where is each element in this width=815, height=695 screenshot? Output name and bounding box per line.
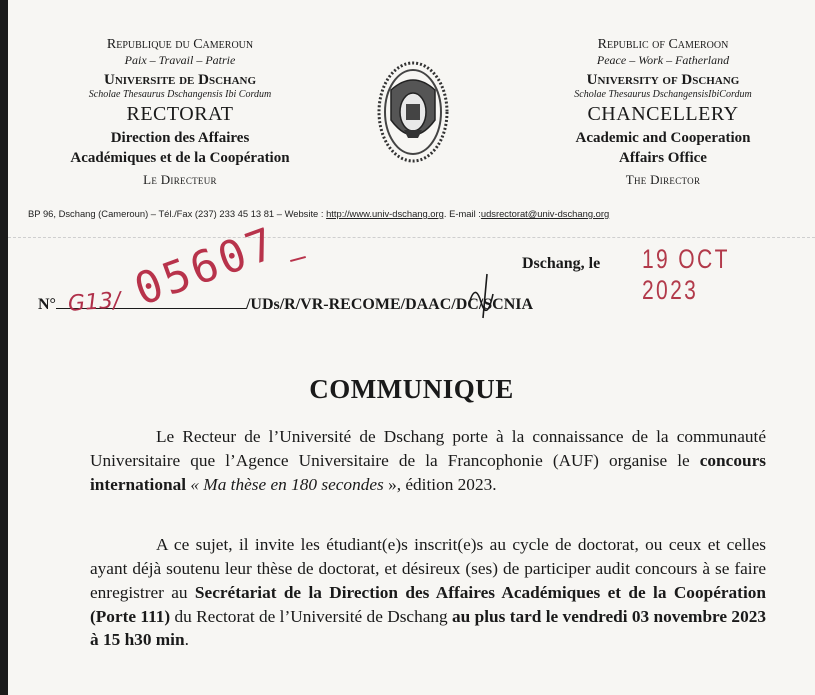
motto-en: Peace – Work – Fatherland [596, 53, 730, 68]
reference-suffix: /UDs/R/VR-RECOME/DAAC/DC/SCNIA [245, 296, 534, 313]
document-page [8, 0, 815, 695]
contact-line [28, 208, 813, 219]
pen-correction-mark [463, 272, 503, 322]
dateline-place: Dschang, le [522, 255, 601, 272]
handwritten-reference-prefix: G13/ [67, 288, 122, 317]
stamped-reference-number: 05607 [128, 217, 285, 316]
department-line2-en: Affairs Office [619, 149, 707, 166]
department-line1-en: Academic and Cooperation [575, 129, 751, 146]
department-line1-fr: Direction des Affaires [110, 129, 250, 146]
website-link[interactable]: http://www.univ-dschang.org [326, 208, 444, 219]
reference-prefix: N° [38, 296, 56, 313]
latin-motto-en: Scholae Thesaurus DschangensisIbiCordum [574, 89, 752, 100]
letterhead-french [30, 36, 330, 187]
letterhead-english [528, 36, 798, 187]
header-divider [8, 237, 815, 238]
university-name-fr: Universite de Dschang [103, 71, 257, 88]
country-name-fr: Republique du Cameroun [106, 37, 254, 52]
motto-fr: Paix – Travail – Patrie [124, 53, 236, 68]
office-name-fr: RECTORAT [126, 103, 234, 126]
country-name-en: Republic of Cameroon [597, 37, 729, 52]
email-link[interactable]: udsrectorat@univ-dschang.org [480, 208, 610, 219]
office-name-en: CHANCELLERY [587, 103, 739, 126]
director-title-en: The Director [625, 171, 701, 187]
communique-title: COMMUNIQUE [309, 374, 514, 404]
university-seal-icon [376, 60, 450, 164]
paragraph-invitation: A ce sujet, il invite les étudiant(e)s inscrit(e)s au cycle de doctorat, ou ceux et celles ayant déjà soutenu leur thèse de doctorat, et désireux (ses) de participer audit concours à se faire enregistrer au Secrétariat de la Direction des Affaires Académiques et de la Coopération (Porte 111) du Rectorat de l’Université de Dschang au plus tard le vendredi 03 novembre 2023 à 15 h30 min. [90, 535, 766, 650]
stamp-dash-mark [290, 256, 306, 262]
latin-motto-fr: Scholae Thesaurus Dschangensis Ibi Cordum [88, 89, 272, 100]
university-name-en: University of Dschang [586, 71, 740, 88]
paragraph-announcement: Le Recteur de l’Université de Dschang porte à la connaissance de la communauté Universitaire que l’Agence Universitaire de la Francophonie (AUF) organise le concours international « Ma thèse en 180 secondes », édition 2023. [90, 427, 766, 494]
contact-email-label: . E-mail : [443, 208, 481, 219]
department-line2-fr: Académiques et de la Coopération [70, 149, 290, 166]
director-title-fr: Le Directeur [143, 171, 217, 187]
date-stamp: 19 OCT 2023 [642, 244, 730, 305]
contact-address: BP 96, Dschang (Cameroun) – Tél./Fax (237) 233 45 13 81 – Website : [28, 208, 327, 219]
